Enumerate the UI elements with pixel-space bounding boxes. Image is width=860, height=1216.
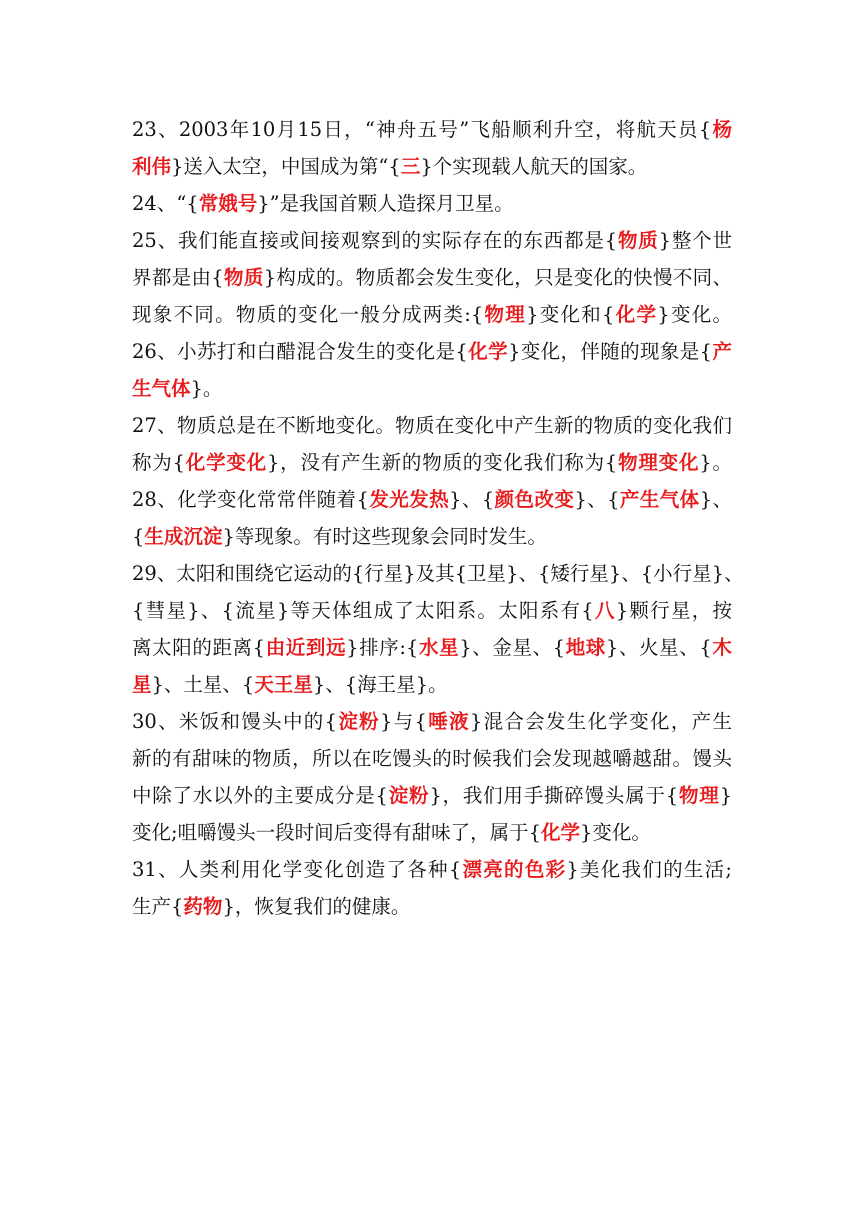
question-text: }、{海王星}。 [312, 673, 448, 696]
question-text: }等现象。有时这些现象会同时发生。 [222, 525, 547, 548]
answer-text: 颜色改变 [494, 488, 575, 511]
text-line [132, 111, 732, 148]
question-text: 中除了水以外的主要成分是{ [132, 784, 388, 807]
question-text: 新的有甜味的物质，所以在吃馒头的时候我们会发现越嚼越甜。馒头 [132, 747, 732, 770]
question-text: 28、化学变化常常伴随着{ [132, 488, 369, 511]
question-text: }美化我们的生活; [566, 858, 732, 881]
question-text: 称为{ [132, 451, 185, 474]
question-text: }整个世 [658, 229, 732, 252]
answer-text: 生气体 [132, 377, 191, 400]
question-text: }，没有产生新的物质的变化我们称为{ [266, 451, 618, 474]
question-text: }变化。 [580, 821, 651, 844]
answer-text: 水星 [418, 636, 460, 659]
document-body [132, 111, 744, 925]
text-line [132, 333, 732, 370]
answer-text: 物理 [678, 784, 720, 807]
answer-text: 天王星 [254, 673, 313, 696]
answer-text: 淀粉 [387, 784, 430, 807]
answer-text: 产生气体 [619, 488, 700, 511]
question-text: 界都是由{ [132, 266, 224, 289]
text-line [132, 703, 732, 740]
answer-text: 物质 [223, 266, 264, 289]
text-line [132, 259, 732, 296]
text-line [132, 296, 732, 333]
question-text: 24、“{ [132, 192, 199, 215]
answer-text: 物理 [483, 303, 527, 326]
answer-text: 常娥号 [198, 192, 258, 215]
text-line [132, 888, 732, 925]
question-text: 31、人类利用化学变化创造了各种{ [132, 858, 462, 881]
answer-text: 化学 [614, 303, 658, 326]
text-line [132, 148, 732, 185]
question-text: 27、物质总是在不断地变化。物质在变化中产生新的物质的变化我们 [132, 414, 732, 437]
question-text: }、土星、{ [151, 673, 255, 696]
answer-text: 由近到远 [265, 636, 347, 659]
question-text: 变化;咀嚼馒头一段时间后变得有甜味了，属于{ [132, 821, 541, 844]
answer-text: 物质 [617, 229, 659, 252]
answer-text: 漂亮的色彩 [461, 858, 567, 881]
text-line [132, 370, 732, 407]
question-text: }送入太空，中国成为第“{ [171, 155, 401, 178]
question-text: }”是我国首颗人造探月卫星。 [257, 192, 514, 215]
question-text: }变化，伴随的现象是{ [507, 340, 713, 363]
question-text: 现象不同。物质的变化一般分成两类:{ [132, 303, 484, 326]
question-text: }、 [699, 488, 732, 511]
text-line [132, 777, 732, 814]
question-text: }、火星、{ [605, 636, 712, 659]
text-line [132, 518, 732, 555]
question-text: }变化。 [657, 303, 732, 326]
answer-text: 化学 [467, 340, 508, 363]
text-line [132, 740, 732, 777]
answer-text: 三 [400, 155, 421, 178]
question-text: }排序:{ [346, 636, 419, 659]
answer-text: 化学变化 [185, 451, 267, 474]
question-text: }、{ [574, 488, 620, 511]
answer-text: 发光发热 [368, 488, 450, 511]
question-text: }构成的。物质都会发生变化，只是变化的快慢不同、 [263, 266, 732, 289]
question-text: 29、太阳和围绕它运动的{行星}及其{卫星}、{矮行星}、{小行星}、 [132, 562, 744, 585]
text-line [132, 629, 732, 666]
answer-text: 物理变化 [617, 451, 700, 474]
text-line [132, 407, 732, 444]
question-text: }颗行星，按 [615, 599, 732, 622]
text-line [132, 222, 732, 259]
question-text: 生产{ [132, 895, 184, 918]
question-text: }。 [190, 377, 223, 400]
question-text: } [719, 784, 732, 807]
question-text: 25、我们能直接或间接观察到的实际存在的东西都是{ [132, 229, 618, 252]
text-line [132, 555, 744, 592]
question-text: }。 [699, 451, 732, 474]
question-text: }，恢复我们的健康。 [222, 895, 411, 918]
question-text: }，我们用手撕碎馒头属于{ [429, 784, 679, 807]
text-line [132, 481, 732, 518]
question-text: 30、米饭和馒头中的{ [132, 710, 338, 733]
question-text: }个实现载人航天的国家。 [420, 155, 648, 178]
text-line [132, 185, 732, 222]
answer-text: 产 [712, 340, 732, 363]
answer-text: 生成沉淀 [144, 525, 223, 548]
question-text: }与{ [379, 710, 427, 733]
text-line [132, 851, 732, 888]
answer-text: 药物 [183, 895, 223, 918]
answer-text: 地球 [565, 636, 606, 659]
question-text: }、金星、{ [459, 636, 566, 659]
question-text: 26、小苏打和白醋混合发生的变化是{ [132, 340, 468, 363]
text-line [132, 592, 732, 629]
question-text: 23、2003年10月15日，“神舟五号”飞船顺利升空，将航天员{ [132, 118, 712, 141]
question-text: }混合会发生化学变化，产生 [469, 710, 732, 733]
answer-text: 化学 [540, 821, 580, 844]
question-text: }变化和{ [526, 303, 615, 326]
question-text: { [132, 525, 145, 548]
answer-text: 淀粉 [337, 710, 380, 733]
answer-text: 利伟 [132, 155, 172, 178]
answer-text: 八 [593, 599, 616, 622]
question-text: 离太阳的距离{ [132, 636, 266, 659]
text-line [132, 444, 732, 481]
answer-text: 星 [132, 673, 152, 696]
question-text: }、{ [449, 488, 495, 511]
text-line [132, 814, 732, 851]
text-line [132, 666, 732, 703]
answer-text: 唾液 [426, 710, 470, 733]
answer-text: 杨 [711, 118, 732, 141]
question-text: {彗星}、{流星}等天体组成了太阳系。太阳系有{ [132, 599, 594, 622]
answer-text: 木 [711, 636, 732, 659]
